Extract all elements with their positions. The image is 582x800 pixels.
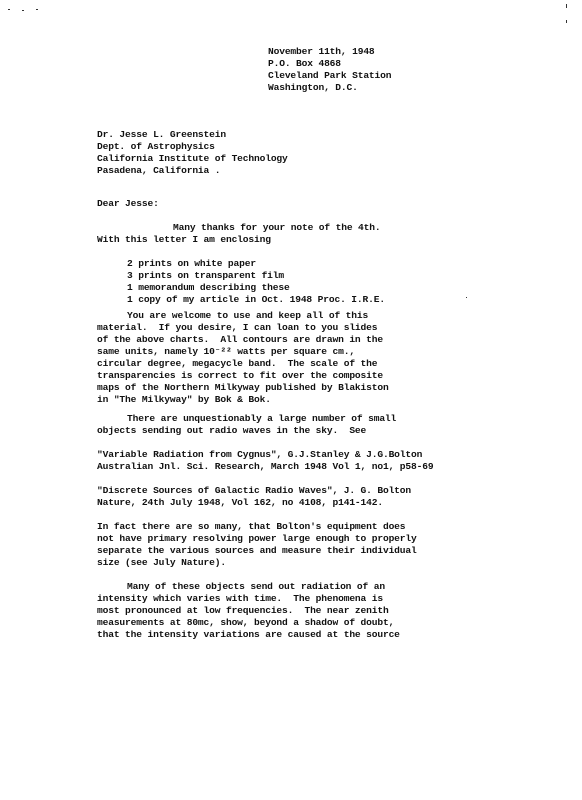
body-line: measurements at 80mc, show, beyond a shadow of doubt, (97, 617, 395, 628)
body-line: that the intensity variations are caused at the source (97, 629, 400, 640)
sender-city: Washington, D.C. (268, 82, 358, 93)
body-line: in "The Milkyway" by Bok & Bok. (97, 394, 271, 405)
sender-po-box: P.O. Box 4868 (268, 58, 341, 69)
scan-speck (566, 4, 567, 8)
recipient-name: Dr. Jesse L. Greenstein (97, 129, 226, 140)
body-line: In fact there are so many, that Bolton's equipment does (97, 521, 406, 532)
body-line: You are welcome to use and keep all of this (127, 310, 369, 321)
enclosure-item: 1 memorandum describing these (127, 282, 290, 293)
scan-speck (36, 9, 38, 10)
salutation: Dear Jesse: (97, 198, 159, 209)
scan-speck (22, 10, 24, 11)
body-line: same units, namely 10⁻²² watts per square cm., (97, 346, 355, 357)
scan-speck (8, 9, 10, 10)
recipient-institution: California Institute of Technology (97, 153, 288, 164)
sender-station: Cleveland Park Station (268, 70, 392, 81)
body-line: Many of these objects send out radiation of an (127, 581, 385, 592)
intro-line: With this letter I am enclosing (97, 234, 271, 245)
body-line: maps of the Northern Milkyway published by Blakiston (97, 382, 389, 393)
body-line: circular degree, megacycle band. The scale of the (97, 358, 378, 369)
body-line: most pronounced at low frequencies. The near zenith (97, 605, 389, 616)
enclosure-item: 3 prints on transparent film (127, 270, 285, 281)
body-line: objects sending out radio waves in the sky. See (97, 425, 367, 436)
reference-line: "Variable Radiation from Cygnus", G.J.Stanley & J.G.Bolton (97, 449, 423, 460)
reference-line: "Discrete Sources of Galactic Radio Waves", J. G. Bolton (97, 485, 412, 496)
body-line: intensity which varies with time. The phenomena is (97, 593, 383, 604)
body-line: size (see July Nature). (97, 557, 226, 568)
body-line: not have primary resolving power large enough to properly (97, 533, 417, 544)
recipient-dept: Dept. of Astrophysics (97, 141, 215, 152)
body-line: material. If you desire, I can loan to you slides (97, 322, 378, 333)
body-line: separate the various sources and measure their individual (97, 545, 417, 556)
enclosure-item: 2 prints on white paper (127, 258, 256, 269)
reference-line: Australian Jnl. Sci. Research, March 1948 Vol 1, no1, p58-69 (97, 461, 434, 472)
body-line: transparencies is correct to fit over the composite (97, 370, 383, 381)
body-line: There are unquestionably a large number of small (127, 413, 397, 424)
letter-date: November 11th, 1948 (268, 46, 375, 57)
recipient-city: Pasadena, California . (97, 165, 221, 176)
enclosure-item: 1 copy of my article in Oct. 1948 Proc. I.R.E. (127, 294, 385, 305)
reference-line: Nature, 24th July 1948, Vol 162, no 4108, p141-142. (97, 497, 383, 508)
scan-speck (566, 20, 567, 23)
body-line: of the above charts. All contours are drawn in the (97, 334, 383, 345)
scan-speck (466, 297, 467, 298)
intro-line: Many thanks for your note of the 4th. (173, 222, 381, 233)
